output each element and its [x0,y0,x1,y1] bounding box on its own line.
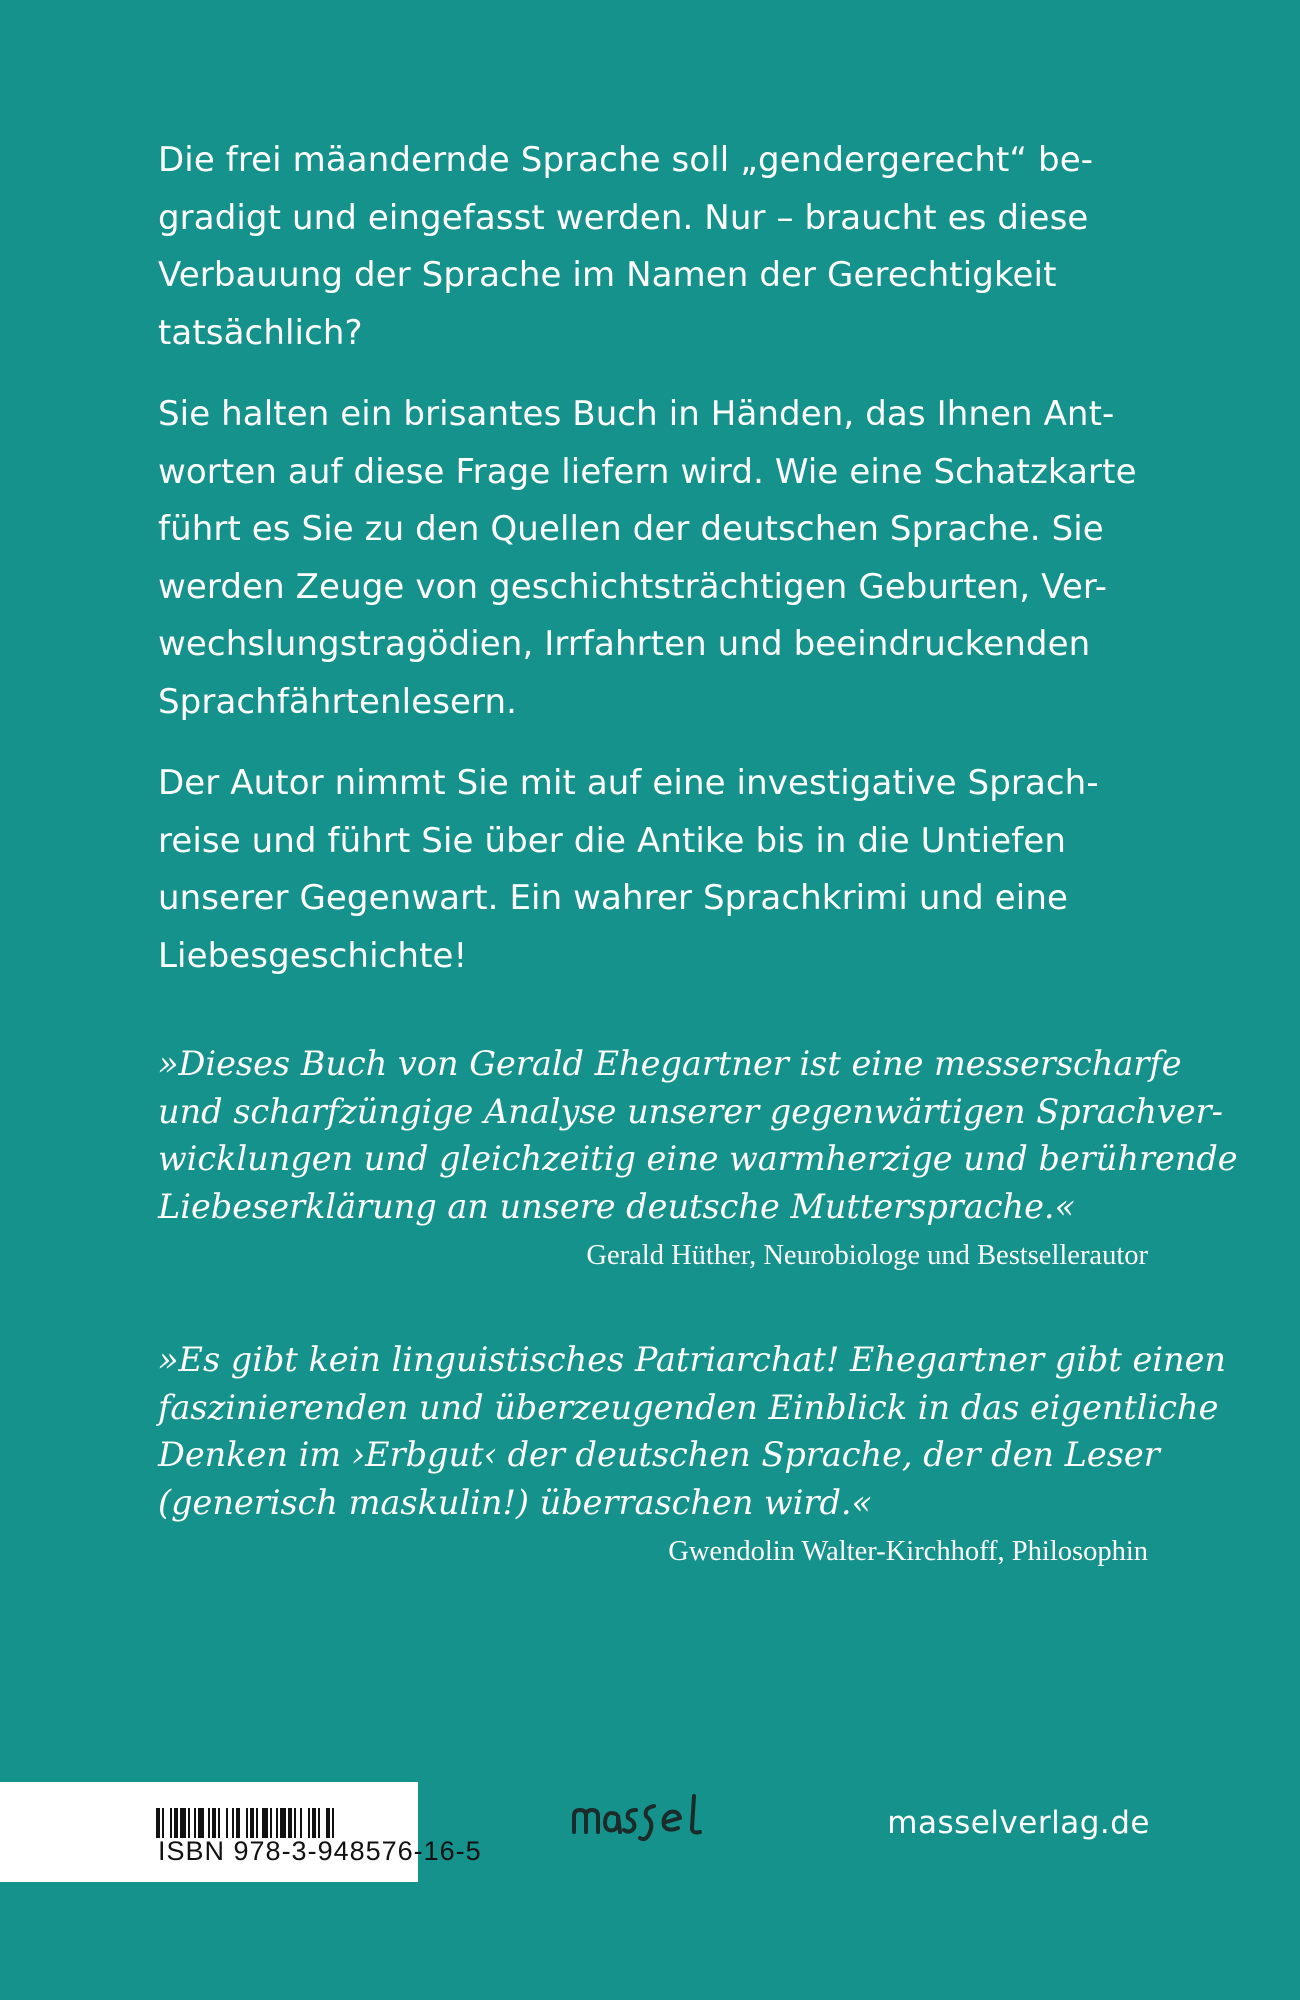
quote-line: faszinierenden und überzeugenden Einblick in das eigentliche [158,1387,1219,1427]
barcode-icon [156,1808,392,1838]
text-line: führt es Sie zu den Quellen der deutschen Sprache. Sie [158,509,1104,549]
quote-line: und scharfzüngige Analyse unserer gegenwärtigen Sprachver- [158,1091,1223,1131]
isbn-label: ISBN 978-3-948576-16-5 [158,1836,482,1866]
text-line: reise und führt Sie über die Antike bis in die Untiefen [158,820,1067,861]
quote-line: wicklungen und gleichzeitig eine warmherzige und berührende [158,1139,1238,1178]
quote-attribution: Gwendolin Walter-Kirchhoff, Philosophin [668,1536,1148,1567]
text-line: worten auf diese Frage liefern wird. Wie eine Schatzkarte [158,451,1137,492]
quote-line: (generisch maskulin!) überraschen wird.« [158,1482,873,1522]
endorsement-quote-1 [158,1040,1238,1276]
quote-line: »Es gibt kein linguistisches Patriarchat! Ehegartner gibt einen [158,1340,1226,1379]
text-line: gradigt und eingefasst werden. Nur – braucht es diese [158,197,1089,238]
blurb-paragraph-1 [158,132,1148,362]
text-line: Verbauung der Sprache im Namen der Gerechtigkeit [158,255,1057,295]
quote-attribution: Gerald Hüther, Neurobiologe und Bestsellerautor [586,1240,1148,1271]
text-line: Liebesgeschichte! [158,935,468,976]
blurb-text [158,132,1148,1009]
barcode-panel [0,1782,482,1882]
text-line: Die frei mäandernde Sprache soll „gendergerecht“ be- [158,140,1094,180]
text-line: wechslungstragödien, Irrfahrten und beeindruckenden [158,624,1091,664]
text-line: unserer Gegenwart. Ein wahrer Sprachkrimi und eine [158,878,1068,918]
blurb-paragraph-2 [158,386,1148,731]
text-line: Sie halten ein brisantes Buch in Händen, das Ihnen Ant- [158,394,1115,434]
blurb-paragraph-3 [158,755,1148,985]
quote-line: Liebeserklärung an unsere deutsche Muttersprache.« [158,1186,1076,1226]
text-line: werden Zeuge von geschichtsträchtigen Geburten, Ver- [158,566,1108,607]
text-line: Sprachfährtenlesern. [158,681,518,722]
quote-line: »Dieses Buch von Gerald Ehegartner ist eine messerscharfe [158,1044,1182,1083]
quote-text [158,1040,1238,1230]
text-line: tatsächlich? [158,312,363,353]
publisher-logo [570,1788,730,1858]
quote-text [158,1336,1226,1526]
quote-line: Denken im ›Erbgut‹ der deutschen Sprache, der den Leser [158,1435,1160,1474]
text-line: Der Autor nimmt Sie mit auf eine investigative Sprach- [158,763,1099,803]
endorsement-quote-2 [158,1336,1226,1572]
publisher-url: masselverlag.de [887,1805,1150,1841]
